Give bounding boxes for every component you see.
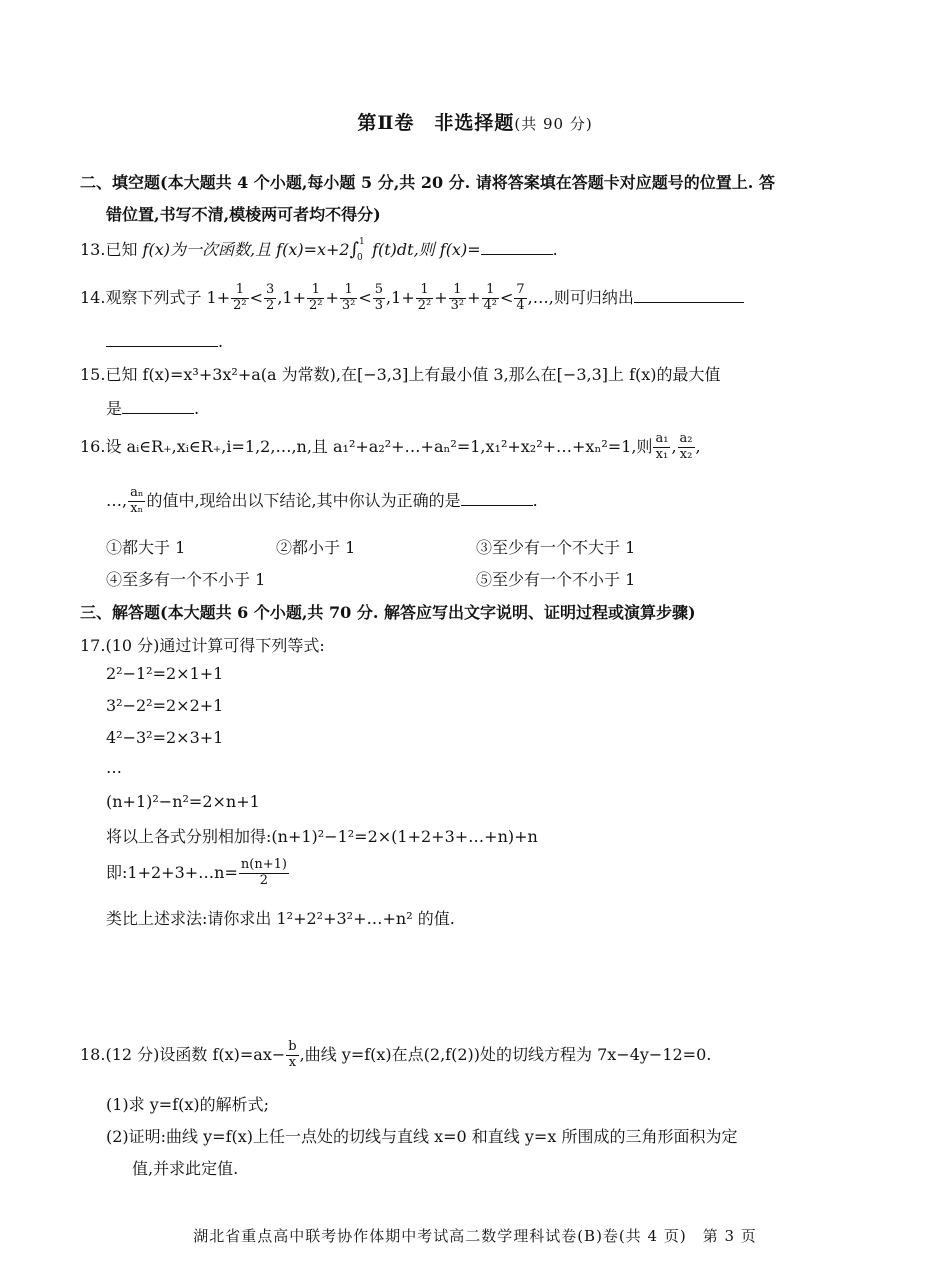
- fraction: [373, 283, 385, 314]
- q14-answer-blank[interactable]: [634, 288, 744, 303]
- fraction: [307, 283, 324, 314]
- title-main: 第Ⅱ卷 非选择题: [357, 112, 515, 134]
- q16-number: 16.: [80, 436, 106, 456]
- numerator: a₁: [655, 431, 669, 446]
- comma: ,: [695, 436, 701, 456]
- q17-intro: (10 分)通过计算可得下列等式:: [105, 636, 325, 655]
- numerator: a₂: [679, 431, 693, 446]
- title-score: (共 90 分): [514, 115, 593, 133]
- q16-line2: 的值中,现给出以下结论,其中你认为正确的是: [146, 490, 461, 510]
- fraction: [239, 858, 289, 889]
- q17-eq-2: 3²−2²=2×2+1: [106, 696, 224, 715]
- q13-answer-blank[interactable]: [481, 240, 553, 255]
- denominator: 3²: [341, 297, 356, 313]
- integral-sign: ∫: [349, 239, 359, 260]
- q13-text-a: 已知: [105, 240, 143, 259]
- fraction: [128, 486, 145, 517]
- q15-end: .: [194, 399, 200, 418]
- fraction: [286, 1040, 298, 1071]
- fraction: [678, 432, 695, 463]
- q16-option-3: ③至少有一个不大于 1: [476, 538, 636, 557]
- q18-part-2-cont: 值,并求此定值.: [132, 1159, 239, 1178]
- q18-part-2: (2)证明:曲线 y=f(x)上任一点处的切线与直线 x=0 和直线 y=x 所围成的三角形面积为定: [106, 1127, 738, 1146]
- denominator: 2: [266, 297, 275, 313]
- numerator: 3: [266, 282, 275, 297]
- denominator: x: [288, 1054, 297, 1070]
- numerator: 1: [307, 283, 324, 299]
- page-footer: 湖北省重点高中联考协作体期中考试高二数学理科试卷(B)卷(共 4 页) 第 3 页: [193, 1227, 757, 1245]
- question-13: [80, 236, 558, 263]
- numerator: b: [288, 1039, 297, 1054]
- denominator: 2²: [417, 297, 432, 313]
- q17-task: 类比上述求法:请你求出 1²+2²+3²+…+n² 的值.: [106, 909, 455, 928]
- fraction: [482, 283, 499, 314]
- q18-pre: (12 分)设函数 f(x)=ax−: [105, 1044, 286, 1064]
- q16-line1: 设 aᵢ∈R₊,xᵢ∈R₊,i=1,2,…,n,且 a₁²+a₂²+…+aₙ²=1,x₁²+x₂²+…+xₙ²=1,则: [105, 436, 653, 456]
- section-3-heading: 三、解答题(本大题共 6 个小题,共 70 分. 解答应写出文字说明、证明过程或演算步骤): [80, 603, 696, 622]
- q14-answer-blank-2[interactable]: [106, 332, 218, 347]
- q14-end: .: [218, 332, 224, 351]
- q17-eq-1: 2²−1²=2×1+1: [106, 664, 224, 683]
- question-18: [80, 1040, 711, 1071]
- q14-blank-cont: [106, 332, 223, 351]
- fraction: [231, 283, 248, 314]
- q16-end: .: [532, 490, 538, 510]
- q18-part-1: (1)求 y=f(x)的解析式;: [106, 1095, 270, 1114]
- integral-upper-limit: 1: [359, 236, 365, 247]
- denominator: xₙ: [130, 500, 144, 516]
- q15-number: 15.: [80, 365, 106, 384]
- q14-pre: 观察下列式子 1+: [105, 287, 231, 307]
- q16-option-1: ①都大于 1: [106, 538, 186, 557]
- q18-number: 18.: [80, 1044, 106, 1064]
- plus: +: [467, 287, 481, 307]
- fraction: [653, 432, 670, 463]
- q15-line1: 已知 f(x)=x³+3x²+a(a 为常数),在[−3,3]上有最小值 3,那么在[−3,3]上 f(x)的最大值: [105, 365, 721, 384]
- q16-ellipsis: …,: [106, 490, 128, 510]
- fraction: [514, 283, 526, 314]
- numerator: 1: [449, 283, 466, 299]
- section-2-heading: 二、填空题(本大题共 4 个小题,每小题 5 分,共 20 分. 请将答案填在答题卡对应题号的位置上. 答: [80, 173, 775, 192]
- question-16: [80, 432, 701, 463]
- q14-sep: ,1+: [277, 287, 306, 307]
- less-than: <: [358, 287, 372, 307]
- q16-answer-blank[interactable]: [461, 491, 533, 506]
- q17-number: 17.: [80, 636, 106, 655]
- denominator: x₁: [655, 446, 669, 462]
- denominator: x₂: [679, 446, 693, 462]
- question-16-cont: [106, 486, 538, 517]
- less-than: <: [249, 287, 264, 307]
- fraction: [416, 283, 433, 314]
- numerator: n(n+1): [240, 857, 287, 872]
- q14-tail: ,…,则可归纳出: [527, 287, 634, 307]
- comma: ,: [671, 436, 677, 456]
- numerator: 7: [516, 282, 525, 297]
- plus: +: [434, 287, 448, 307]
- denominator: 2²: [233, 297, 247, 313]
- question-14: [80, 283, 744, 314]
- numerator: 1: [482, 283, 499, 299]
- question-15: [80, 362, 721, 385]
- q13-text-c: f(t)dt,则 f(x)=: [367, 240, 481, 259]
- q15-line2: 是: [106, 399, 123, 418]
- fraction: [340, 283, 357, 314]
- denominator: 2²: [308, 297, 323, 313]
- q13-end: .: [552, 240, 558, 259]
- q13-number: 13.: [80, 240, 106, 259]
- question-15-cont: [106, 396, 199, 419]
- q16-option-2: ②都小于 1: [276, 538, 356, 557]
- fraction: [264, 283, 276, 314]
- q13-text-b: f(x)为一次函数,且 f(x)=x+2: [142, 240, 350, 259]
- q14-sep: ,1+: [386, 287, 415, 307]
- q17-result: [106, 858, 290, 889]
- q17-result-pre: 即:1+2+3+…n=: [106, 862, 238, 882]
- less-than: <: [499, 287, 514, 307]
- page-title: [0, 108, 950, 135]
- plus: +: [325, 287, 339, 307]
- q17-eq-general: (n+1)²−n²=2×n+1: [106, 792, 260, 811]
- denominator: 4: [516, 297, 525, 313]
- q17-eq-ellipsis: …: [106, 758, 122, 777]
- section-2-heading-cont: 错位置,书写不清,模棱两可者均不得分): [106, 205, 381, 224]
- q17-eq-3: 4²−3²=2×3+1: [106, 728, 224, 747]
- q16-option-4: ④至多有一个不小于 1: [106, 570, 266, 589]
- question-17: [80, 633, 325, 656]
- q14-number: 14.: [80, 287, 106, 307]
- q16-option-5: ⑤至少有一个不小于 1: [476, 570, 636, 589]
- integral-lower-limit: 0: [357, 252, 363, 263]
- fraction: [449, 283, 466, 314]
- denominator: 3²: [450, 297, 465, 313]
- denominator: 4²: [483, 297, 497, 313]
- numerator: 1: [231, 283, 248, 299]
- q15-answer-blank[interactable]: [122, 399, 194, 414]
- denominator: 2: [259, 872, 269, 888]
- numerator: aₙ: [130, 485, 144, 500]
- numerator: 1: [416, 283, 433, 299]
- q17-sum-line: 将以上各式分别相加得:(n+1)²−1²=2×(1+2+3+…+n)+n: [106, 827, 538, 846]
- q18-post: ,曲线 y=f(x)在点(2,f(2))处的切线方程为 7x−4y−12=0.: [299, 1044, 712, 1064]
- numerator: 5: [374, 282, 384, 297]
- denominator: 3: [374, 297, 384, 313]
- numerator: 1: [340, 283, 357, 299]
